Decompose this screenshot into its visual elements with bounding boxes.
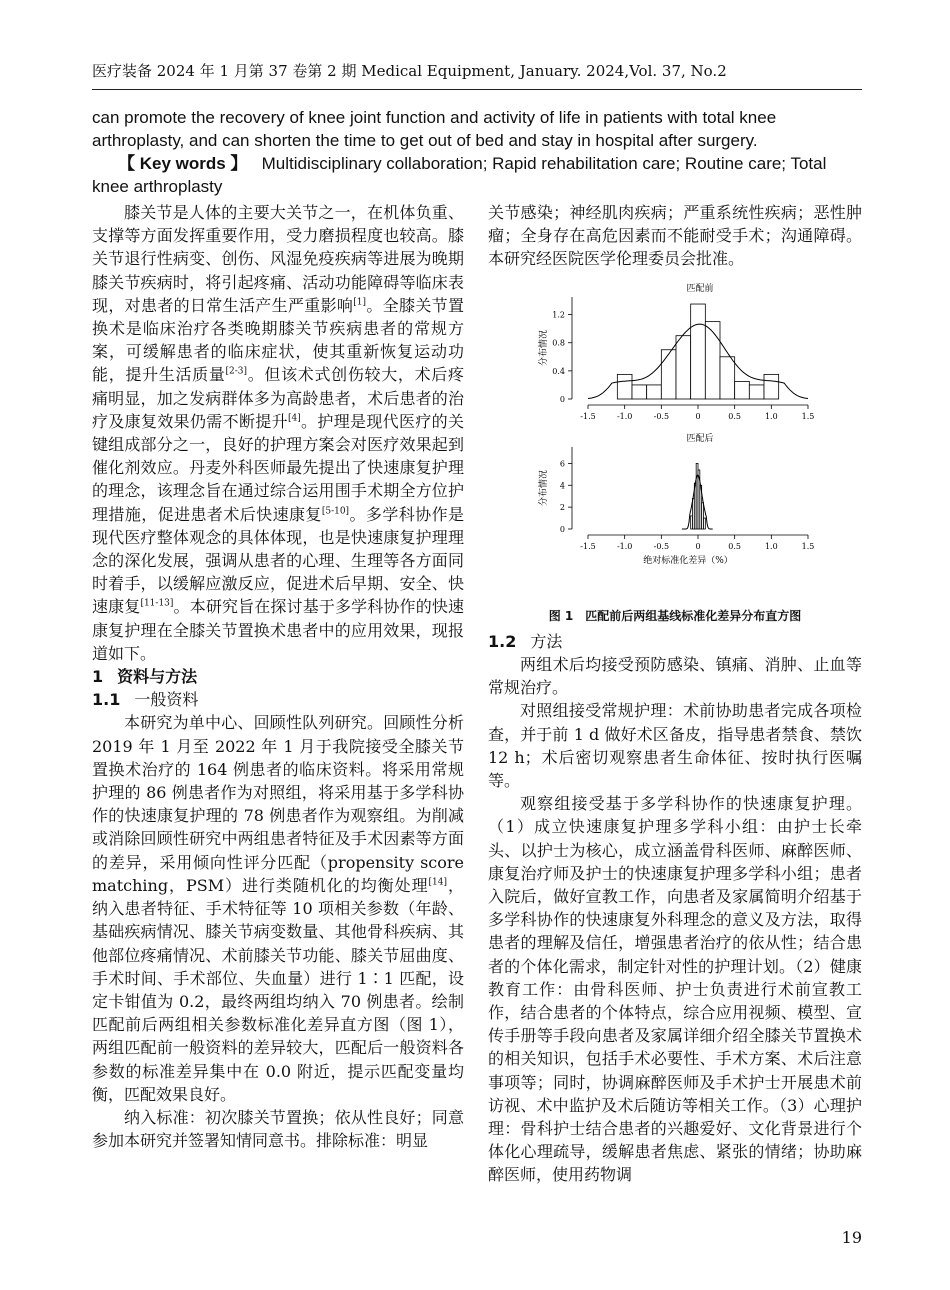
x-axis-label: 绝对标准化差异（%） — [643, 555, 733, 566]
y-tick-label: 2 — [559, 502, 565, 512]
general-data-paragraph: 本研究为单中心、回顾性队列研究。回顾性分析 2019 年 1 月至 2022 年 1 月于我院接受全膝关节置换术治疗的 164 例患者的临床资料。将采用常规护理的 86 例患者作为对照组，将采用基于多学科协作的快速康复护理的 78 例患者作为观察组。为削减或消除回顾性研究中两组患者特征及手术因素等方面的差异，采用倾向性评分匹配（propensity score matching，PSM）进行类随机化的均衡处理[14]，纳入患者特征、手术特征等 10 项相关参数（年龄、基础疾病情况、膝关节病变数量、其他骨科疾病、其他部位疼痛情况、术前膝关节功能、膝关节屈曲度、手术时间、手术部位、失血量）进行 1∶1 匹配，设定卡钳值为 0.2，最终两组均纳入 70 例患者。绘制匹配前后两组相关参数标准化差异直方图（图 1），两组匹配前一般资料的差异较大，匹配后一般资料各参数的标准差异集中在 0.0 附近，提示匹配变量均衡，匹配效果良好。 — [92, 713, 464, 1104]
right-column — [488, 201, 862, 1187]
histogram-bar — [704, 518, 706, 529]
citation[interactable]: [14] — [428, 877, 448, 888]
keywords-label: 【 Key words 】 — [118, 154, 248, 173]
section-heading-1-2: 1.2 方法 — [488, 631, 563, 651]
figure-1 — [488, 279, 862, 599]
criteria-continued: 关节感染；神经肌肉疾病；严重系统性疾病；恶性肿瘤；全身存在高危因素而不能耐受手术；沟通障碍。本研究经医院医学伦理委员会批准。 — [488, 203, 862, 269]
keywords-line — [92, 152, 862, 198]
histogram-bar — [735, 381, 750, 399]
histogram-bar — [676, 335, 691, 398]
histogram-bar — [764, 374, 779, 399]
x-tick-label: 0.5 — [728, 541, 742, 551]
histogram-bar — [632, 385, 647, 399]
intro-paragraph: 膝关节是人体的主要大关节之一，在机体负重、支撑等方面发挥重要作用，受力磨损程度也较高。膝关节退行性病变、创伤、风湿免疫疾病等进展为晚期膝关节疾病时，将引起疼痛、活动功能障碍等临床表现，对患者的日常生活产生严重影响[1]。全膝关节置换术是临床治疗各类晚期膝关节疾病患者的常规方案，可缓解患者的临床症状，使其重新恢复运动功能，提升生活质量[2-3]。但该术式创伤较大，术后疼痛明显，加之发病群体多为高龄患者，术后患者的治疗及康复效果仍需不断提升[4]。护理是现代医疗的关键组成部分之一，良好的护理方案会对医疗效果起到催化剂效应。丹麦外科医师最先提出了快速康复护理的理念，该理念旨在通过综合运用围手术期全方位护理措施，促进患者术后快速康复[5-10]。多学科协作是现代医疗整体观念的具体体现，也是快速康复护理理念的深化发展，强调从患者的心理、生理等各方面同时着手，以缓解应激反应，促进术后早期、安全、快速康复[11-13]。本研究旨在探讨基于多学科协作的快速康复护理在全膝关节置换术患者中的应用效果，现报道如下。 — [92, 203, 464, 663]
x-tick-label: -0.5 — [653, 541, 670, 551]
running-header: 医疗装备 2024 年 1 月第 37 卷第 2 期 Medical Equipment, January. 2024,Vol. 37, No.2 — [92, 60, 862, 90]
y-tick-label: 0.8 — [552, 338, 565, 348]
chart-title: 匹配后 — [686, 433, 714, 444]
histogram-figure — [488, 279, 862, 579]
x-tick-label: 0.5 — [728, 411, 742, 421]
section-heading-1-1: 1.1 一般资料 — [92, 690, 199, 710]
x-tick-label: 1.5 — [801, 541, 815, 551]
histogram-bar — [661, 349, 676, 398]
left-column — [92, 201, 464, 1152]
x-tick-label: -1.0 — [616, 541, 633, 551]
x-tick-label: 0 — [695, 411, 701, 421]
citation[interactable]: [4] — [287, 413, 301, 424]
y-axis-label: 分布情况 — [539, 469, 549, 506]
citation[interactable]: [11-13] — [140, 599, 174, 610]
x-tick-label: -1.5 — [580, 411, 596, 421]
method-paragraph: 对照组接受常规护理：术前协助患者完成各项检查，并于前 1 d 做好术区备皮，指导患者禁食、禁饮 12 h；术后密切观察患者生命体征、按时执行医嘱等。 — [488, 701, 862, 791]
y-axis-label: 分布情况 — [539, 329, 549, 366]
histogram-bar — [705, 321, 720, 398]
x-tick-label: -1.5 — [580, 541, 596, 551]
y-tick-label: 1.2 — [552, 310, 565, 320]
english-abstract — [92, 106, 862, 198]
abstract-text: can promote the recovery of knee joint function and activity of life in patients with total knee arthroplasty, and can shorten the time to get out of bed and stay in hospital after surgery. — [92, 108, 777, 150]
x-tick-label: 0 — [695, 541, 701, 551]
keywords: Multidisciplinary collaboration; Rapid rehabilitation care; Routine care; Total knee arthroplasty — [92, 154, 827, 196]
y-tick-label: 0.4 — [552, 366, 565, 376]
y-tick-label: 4 — [559, 480, 565, 490]
chart-title: 匹配前 — [686, 283, 714, 294]
citation[interactable]: [5-10] — [321, 506, 350, 517]
figure-caption: 图 1 匹配前后两组基线标准化差异分布直方图 — [548, 608, 802, 623]
x-tick-label: 1.0 — [764, 411, 778, 421]
y-tick-label: 0 — [559, 394, 565, 404]
histogram-bar — [647, 385, 662, 399]
histogram-bar — [691, 304, 706, 399]
x-tick-label: -0.5 — [653, 411, 670, 421]
y-tick-label: 0 — [559, 524, 565, 534]
citation[interactable]: [1] — [353, 297, 367, 308]
method-paragraph: 两组术后均接受预防感染、镇痛、消肿、止血等常规治疗。 — [488, 655, 862, 698]
x-tick-label: 1.5 — [801, 411, 815, 421]
criteria-paragraph: 纳入标准：初次膝关节置换；依从性良好；同意参加本研究并签署知情同意书。排除标准：明显 — [92, 1107, 464, 1151]
x-tick-label: -1.0 — [616, 411, 633, 421]
histogram-bar — [749, 385, 764, 399]
histogram-bar — [617, 374, 632, 399]
section-heading-1: 1 资料与方法 — [92, 667, 198, 687]
method-paragraph: 观察组接受基于多学科协作的快速康复护理。（1）成立快速康复护理多学科小组：由护士长牵头、以护士为核心，成立涵盖骨科医师、麻醉医师、康复治疗师及护士的快速康复护理多学科小组；患者入院后，做好宣教工作，向患者及家属简明介绍基于多学科协作的快速康复外科理念的意义及方法，取得患者的理解及信任，增强患者治疗的依从性；结合患者的个体化需求，制定针对性的护理计划。（2）健康教育工作：由骨科医师、护士负责进行术前宣教工作，结合患者的个体特点，综合应用视频、模型、宣传手册等手段向患者及家属详细介绍全膝关节置换术的相关知识，包括手术必要性、手术方案、术后注意事项等；同时，协调麻醉医师及手术护士开展患术前访视、术中监护及术后随访等相关工作。（3）心理护理：骨科护士结合患者的兴趣爱好、文化背景进行个体化心理疏导，缓解患者焦虑、紧张的情绪；协助麻醉医师，使用药物调 — [488, 794, 862, 1185]
histogram-bar — [720, 356, 735, 398]
x-tick-label: 1.0 — [764, 541, 778, 551]
page-number: 19 — [841, 1228, 862, 1247]
citation[interactable]: [2-3] — [225, 367, 248, 378]
y-tick-label: 6 — [559, 459, 565, 469]
